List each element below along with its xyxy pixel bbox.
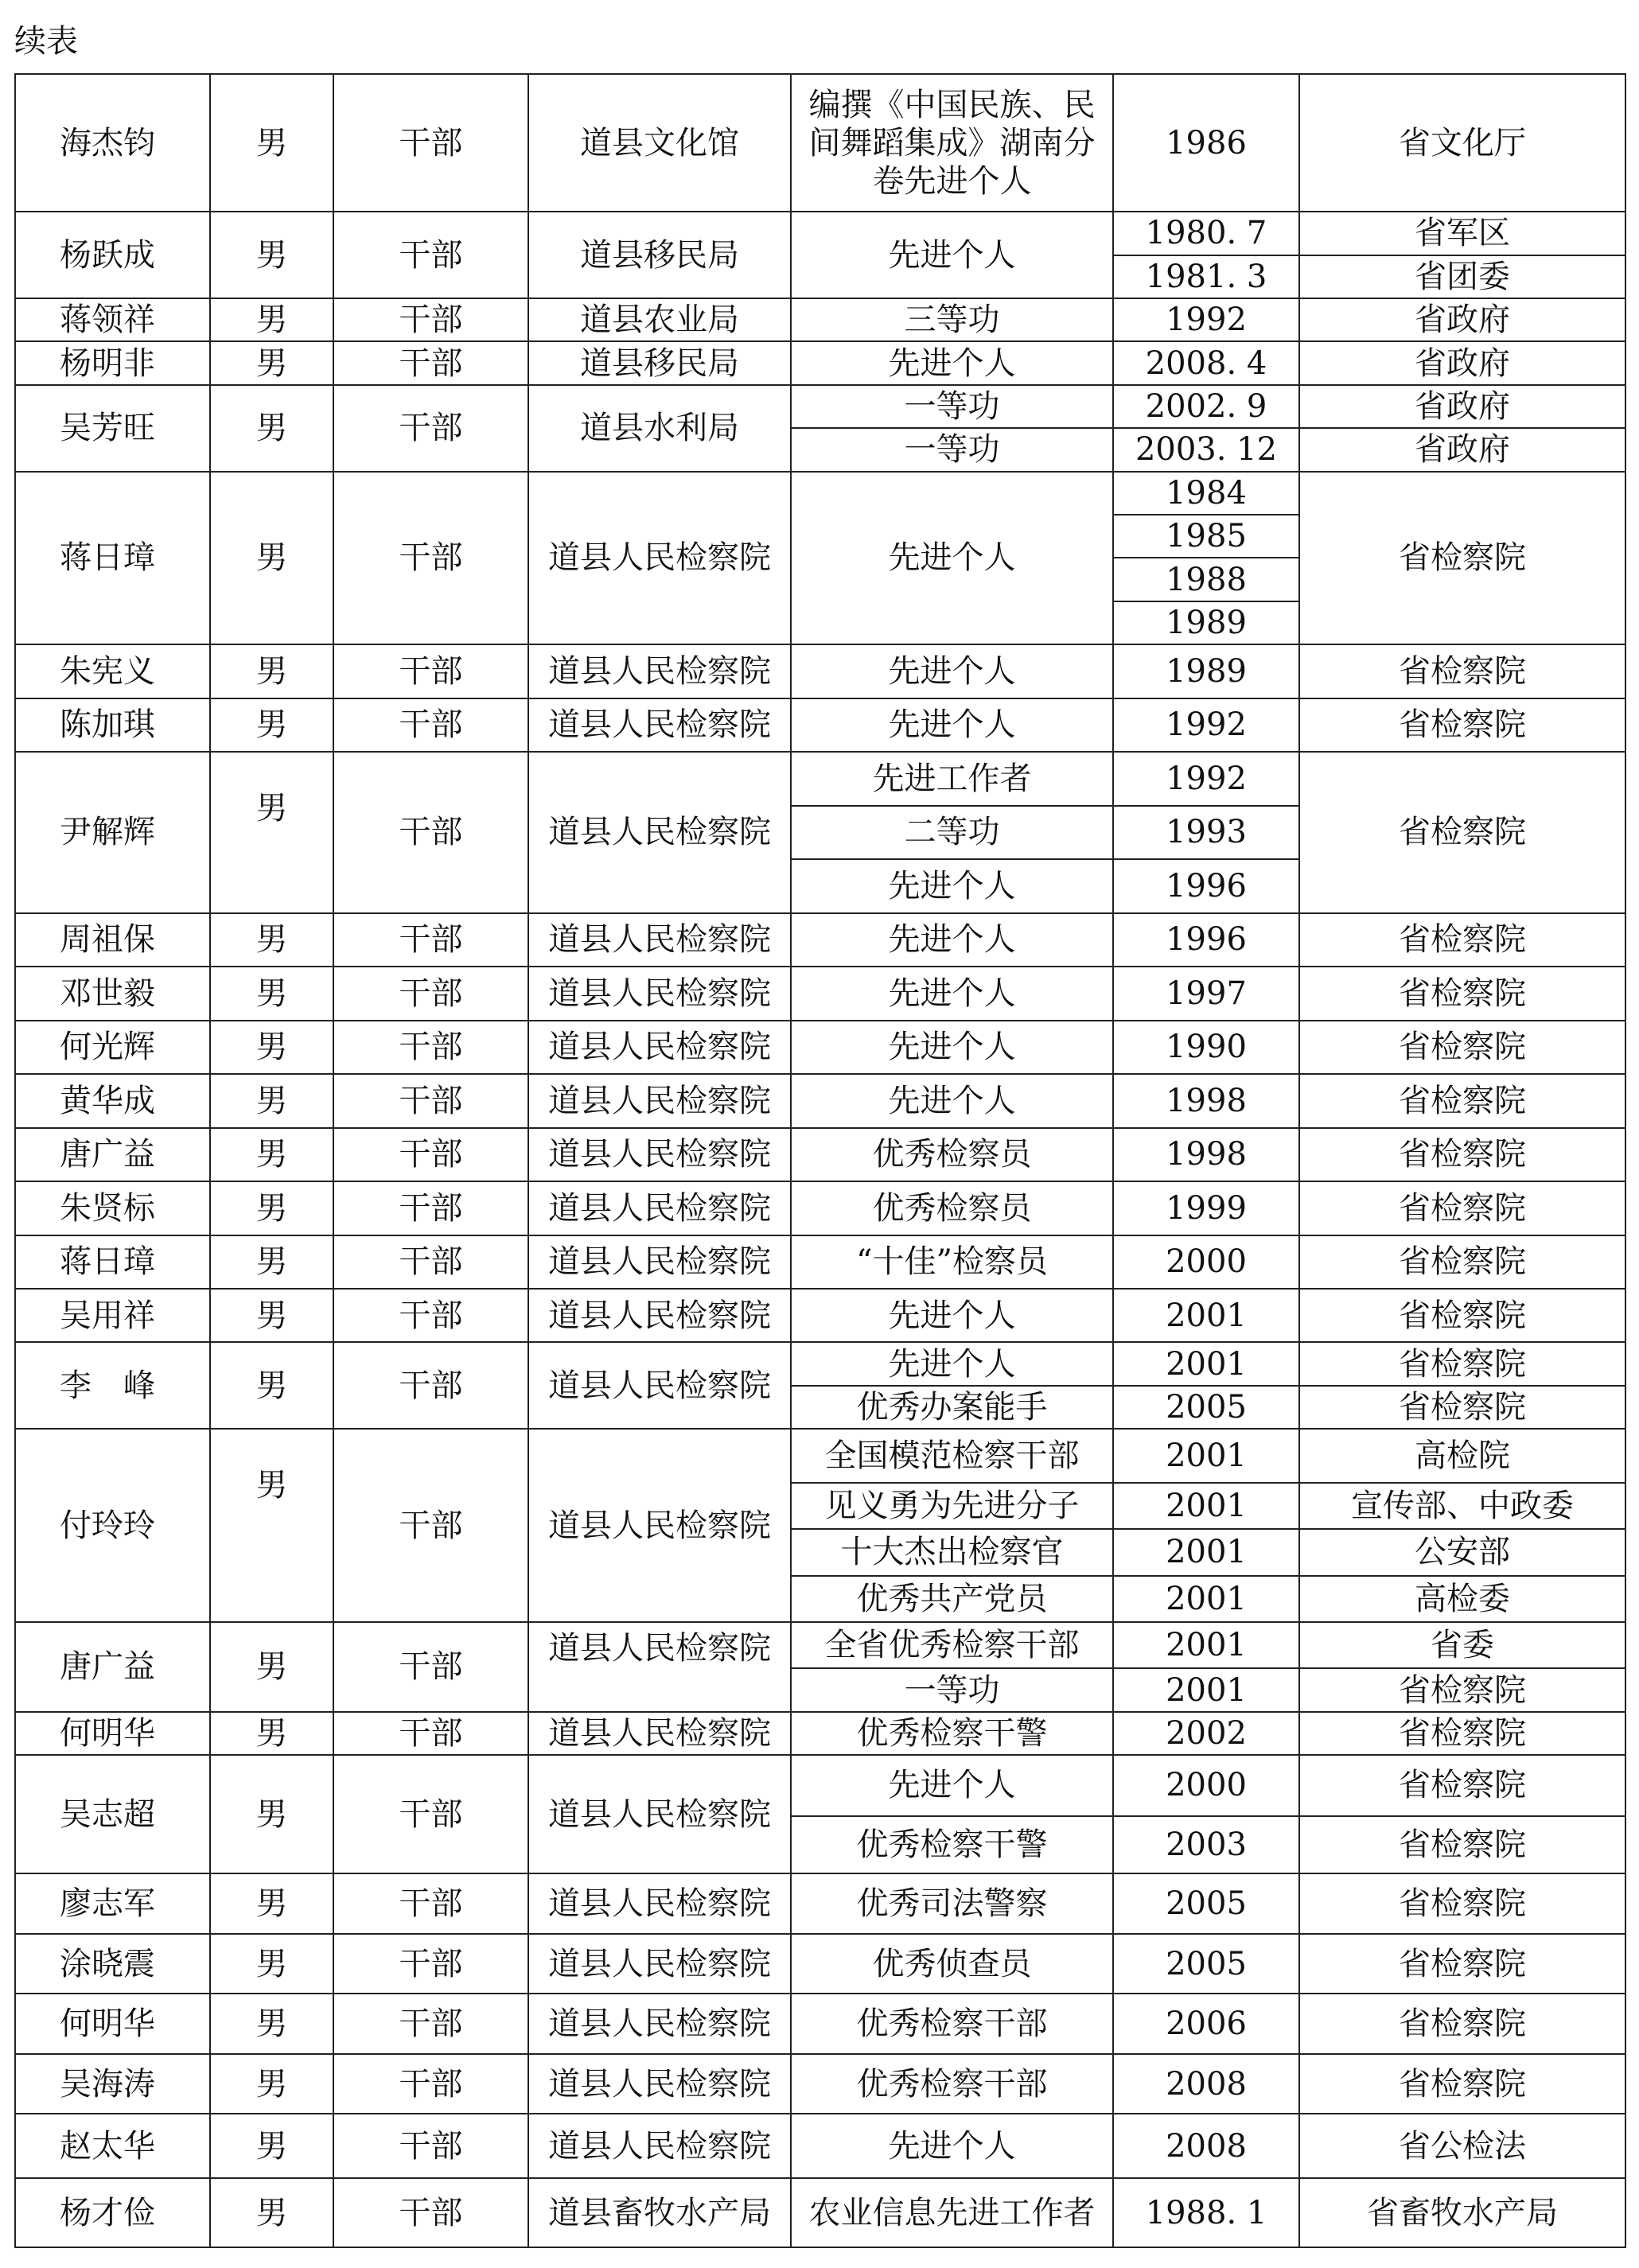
table-row bbox=[15, 644, 1625, 698]
honor-cell: 农业信息先进工作者 bbox=[791, 2178, 1113, 2247]
gender-cell: 男 bbox=[210, 1873, 333, 1934]
honor-cell: 一等功 bbox=[791, 1668, 1113, 1711]
table-row bbox=[15, 472, 1625, 515]
honor-cell: 先进个人 bbox=[791, 913, 1113, 967]
gender-cell: 男 bbox=[210, 1429, 333, 1622]
gender-cell: 男 bbox=[210, 1181, 333, 1235]
name-cell: 杨才俭 bbox=[15, 2178, 210, 2247]
role-cell: 干部 bbox=[333, 1128, 528, 1181]
role-cell: 干部 bbox=[333, 1181, 528, 1235]
table-row bbox=[15, 298, 1625, 341]
honor-cell: 三等功 bbox=[791, 298, 1113, 341]
table-row bbox=[15, 913, 1625, 967]
year-cell: 2008 bbox=[1113, 2054, 1299, 2114]
issuer-cell: 省文化厅 bbox=[1299, 74, 1625, 212]
name-cell: 蒋日璋 bbox=[15, 1235, 210, 1289]
honor-cell: 优秀检察员 bbox=[791, 1181, 1113, 1235]
name-cell: 蒋日璋 bbox=[15, 472, 210, 645]
table-row bbox=[15, 2178, 1625, 2247]
year-cell: 1981. 3 bbox=[1113, 255, 1299, 298]
issuer-cell: 省检察院 bbox=[1299, 472, 1625, 645]
role-cell: 干部 bbox=[333, 2054, 528, 2114]
role-cell: 干部 bbox=[333, 1074, 528, 1127]
honor-cell: 先进个人 bbox=[791, 1021, 1113, 1074]
unit-cell: 道县人民检察院 bbox=[528, 913, 791, 967]
name-cell: 黄华成 bbox=[15, 1074, 210, 1127]
role-cell: 干部 bbox=[333, 1622, 528, 1712]
year-cell: 2001 bbox=[1113, 1483, 1299, 1529]
honor-cell: 二等功 bbox=[791, 806, 1113, 859]
year-cell: 2003. 12 bbox=[1113, 428, 1299, 471]
name-cell: 朱贤标 bbox=[15, 1181, 210, 1235]
year-cell: 1985 bbox=[1113, 515, 1299, 558]
issuer-cell: 省检察院 bbox=[1299, 1755, 1625, 1816]
gender-cell: 男 bbox=[210, 967, 333, 1020]
table-row bbox=[15, 1755, 1625, 1816]
honor-cell: 先进个人 bbox=[791, 1755, 1113, 1816]
year-cell: 2001 bbox=[1113, 1668, 1299, 1711]
issuer-cell: 省检察院 bbox=[1299, 1342, 1625, 1385]
honor-cell: 优秀办案能手 bbox=[791, 1386, 1113, 1429]
issuer-cell: 公安部 bbox=[1299, 1529, 1625, 1575]
year-cell: 1992 bbox=[1113, 752, 1299, 805]
table-row bbox=[15, 341, 1625, 384]
name-cell: 何明华 bbox=[15, 1994, 210, 2054]
honor-cell: 先进个人 bbox=[791, 472, 1113, 645]
name-cell: 吴用祥 bbox=[15, 1289, 210, 1342]
issuer-cell: 省检察院 bbox=[1299, 1074, 1625, 1127]
table-row bbox=[15, 1994, 1625, 2054]
honor-cell: 先进工作者 bbox=[791, 752, 1113, 805]
honor-cell: 先进个人 bbox=[791, 1074, 1113, 1127]
gender-cell: 男 bbox=[210, 1235, 333, 1289]
year-cell: 2001 bbox=[1113, 1429, 1299, 1482]
role-cell: 干部 bbox=[333, 298, 528, 341]
role-cell: 干部 bbox=[333, 2178, 528, 2247]
honor-cell: 先进个人 bbox=[791, 644, 1113, 698]
gender-cell: 男 bbox=[210, 472, 333, 645]
year-cell: 1996 bbox=[1113, 859, 1299, 912]
issuer-cell: 省检察院 bbox=[1299, 1386, 1625, 1429]
table-row bbox=[15, 1235, 1625, 1289]
role-cell: 干部 bbox=[333, 212, 528, 298]
gender-cell: 男 bbox=[210, 385, 333, 472]
role-cell: 干部 bbox=[333, 698, 528, 752]
honor-cell: 优秀检察干警 bbox=[791, 1712, 1113, 1755]
unit-cell: 道县人民检察院 bbox=[528, 2114, 791, 2178]
unit-cell: 道县人民检察院 bbox=[528, 1994, 791, 2054]
table-row bbox=[15, 1021, 1625, 1074]
unit-cell: 道县人民检察院 bbox=[528, 967, 791, 1020]
role-cell: 干部 bbox=[333, 1021, 528, 1074]
year-cell: 2008. 4 bbox=[1113, 341, 1299, 384]
table-row bbox=[15, 752, 1625, 805]
table-row bbox=[15, 1873, 1625, 1934]
issuer-cell: 省检察院 bbox=[1299, 644, 1625, 698]
role-cell: 干部 bbox=[333, 1873, 528, 1934]
gender-cell: 男 bbox=[210, 1021, 333, 1074]
name-cell: 何明华 bbox=[15, 1712, 210, 1755]
unit-cell: 道县畜牧水产局 bbox=[528, 2178, 791, 2247]
issuer-cell: 省公检法 bbox=[1299, 2114, 1625, 2178]
name-cell: 涂晓震 bbox=[15, 1934, 210, 1994]
name-cell: 吴志超 bbox=[15, 1755, 210, 1873]
name-cell: 杨跃成 bbox=[15, 212, 210, 298]
awards-table bbox=[14, 73, 1626, 2248]
table-row bbox=[15, 212, 1625, 255]
unit-cell: 道县人民检察院 bbox=[528, 2054, 791, 2114]
year-cell: 1993 bbox=[1113, 806, 1299, 859]
year-cell: 2005 bbox=[1113, 1873, 1299, 1934]
gender-cell: 男 bbox=[210, 2114, 333, 2178]
unit-cell: 道县人民检察院 bbox=[528, 644, 791, 698]
name-cell: 李 峰 bbox=[15, 1342, 210, 1429]
year-cell: 1988 bbox=[1113, 558, 1299, 601]
role-cell: 干部 bbox=[333, 2114, 528, 2178]
gender-cell: 男 bbox=[210, 298, 333, 341]
unit-cell: 道县人民检察院 bbox=[528, 1622, 791, 1712]
unit-cell: 道县农业局 bbox=[528, 298, 791, 341]
honor-cell: 一等功 bbox=[791, 428, 1113, 471]
year-cell: 1999 bbox=[1113, 1181, 1299, 1235]
year-cell: 1992 bbox=[1113, 298, 1299, 341]
year-cell: 1998 bbox=[1113, 1074, 1299, 1127]
gender-cell: 男 bbox=[210, 644, 333, 698]
role-cell: 干部 bbox=[333, 967, 528, 1020]
name-cell: 吴海涛 bbox=[15, 2054, 210, 2114]
honor-cell: 编撰《中国民族、民间舞蹈集成》湖南分卷先进个人 bbox=[791, 74, 1113, 212]
issuer-cell: 省检察院 bbox=[1299, 1668, 1625, 1711]
table-row bbox=[15, 1934, 1625, 1994]
honor-cell: 先进个人 bbox=[791, 1289, 1113, 1342]
role-cell: 干部 bbox=[333, 1712, 528, 1755]
unit-cell: 道县人民检察院 bbox=[528, 1934, 791, 1994]
gender-cell: 男 bbox=[210, 1934, 333, 1994]
gender-cell: 男 bbox=[210, 1755, 333, 1873]
table-row bbox=[15, 1289, 1625, 1342]
role-cell: 干部 bbox=[333, 752, 528, 912]
gender-cell: 男 bbox=[210, 2054, 333, 2114]
year-cell: 2001 bbox=[1113, 1622, 1299, 1668]
honor-cell: 先进个人 bbox=[791, 341, 1113, 384]
name-cell: 海杰钧 bbox=[15, 74, 210, 212]
issuer-cell: 省检察院 bbox=[1299, 1181, 1625, 1235]
year-cell: 2006 bbox=[1113, 1994, 1299, 2054]
name-cell: 陈加琪 bbox=[15, 698, 210, 752]
table-row bbox=[15, 1181, 1625, 1235]
year-cell: 1986 bbox=[1113, 74, 1299, 212]
honor-cell: 全国模范检察干部 bbox=[791, 1429, 1113, 1482]
unit-cell: 道县人民检察院 bbox=[528, 1128, 791, 1181]
role-cell: 干部 bbox=[333, 1934, 528, 1994]
gender-cell: 男 bbox=[210, 752, 333, 912]
year-cell: 2002. 9 bbox=[1113, 385, 1299, 428]
issuer-cell: 省政府 bbox=[1299, 385, 1625, 428]
honor-cell: 先进个人 bbox=[791, 212, 1113, 298]
year-cell: 1989 bbox=[1113, 644, 1299, 698]
issuer-cell: 省畜牧水产局 bbox=[1299, 2178, 1625, 2247]
role-cell: 干部 bbox=[333, 1994, 528, 2054]
issuer-cell: 省政府 bbox=[1299, 341, 1625, 384]
issuer-cell: 宣传部、中政委 bbox=[1299, 1483, 1625, 1529]
issuer-cell: 省检察院 bbox=[1299, 1816, 1625, 1874]
unit-cell: 道县人民检察院 bbox=[528, 1074, 791, 1127]
year-cell: 2001 bbox=[1113, 1289, 1299, 1342]
issuer-cell: 省检察院 bbox=[1299, 1235, 1625, 1289]
role-cell: 干部 bbox=[333, 1755, 528, 1873]
year-cell: 1992 bbox=[1113, 698, 1299, 752]
gender-cell: 男 bbox=[210, 1712, 333, 1755]
table-row bbox=[15, 1622, 1625, 1668]
table-row bbox=[15, 1074, 1625, 1127]
issuer-cell: 省检察院 bbox=[1299, 1021, 1625, 1074]
issuer-cell: 省检察院 bbox=[1299, 1289, 1625, 1342]
issuer-cell: 省检察院 bbox=[1299, 1873, 1625, 1934]
gender-cell: 男 bbox=[210, 913, 333, 967]
year-cell: 1988. 1 bbox=[1113, 2178, 1299, 2247]
issuer-cell: 省检察院 bbox=[1299, 752, 1625, 912]
issuer-cell: 高检委 bbox=[1299, 1576, 1625, 1622]
honor-cell: 优秀检察干部 bbox=[791, 1994, 1113, 2054]
role-cell: 干部 bbox=[333, 385, 528, 472]
table-row bbox=[15, 1342, 1625, 1385]
table-row bbox=[15, 1712, 1625, 1755]
gender-cell: 男 bbox=[210, 2178, 333, 2247]
role-cell: 干部 bbox=[333, 913, 528, 967]
role-cell: 干部 bbox=[333, 1235, 528, 1289]
role-cell: 干部 bbox=[333, 74, 528, 212]
honor-cell: 十大杰出检察官 bbox=[791, 1529, 1113, 1575]
role-cell: 干部 bbox=[333, 341, 528, 384]
unit-cell: 道县人民检察院 bbox=[528, 1755, 791, 1873]
awards-table-container bbox=[14, 73, 1625, 2248]
gender-cell: 男 bbox=[210, 1622, 333, 1712]
honor-cell: 先进个人 bbox=[791, 1342, 1113, 1385]
unit-cell: 道县人民检察院 bbox=[528, 1289, 791, 1342]
unit-cell: 道县人民检察院 bbox=[528, 752, 791, 912]
gender-cell: 男 bbox=[210, 1128, 333, 1181]
unit-cell: 道县人民检察院 bbox=[528, 472, 791, 645]
honor-cell: “十佳”检察员 bbox=[791, 1235, 1113, 1289]
issuer-cell: 省委 bbox=[1299, 1622, 1625, 1668]
unit-cell: 道县人民检察院 bbox=[528, 1429, 791, 1622]
issuer-cell: 高检院 bbox=[1299, 1429, 1625, 1482]
name-cell: 邓世毅 bbox=[15, 967, 210, 1020]
name-cell: 赵太华 bbox=[15, 2114, 210, 2178]
issuer-cell: 省检察院 bbox=[1299, 1712, 1625, 1755]
honor-cell: 优秀共产党员 bbox=[791, 1576, 1113, 1622]
year-cell: 2000 bbox=[1113, 1235, 1299, 1289]
name-cell: 朱宪义 bbox=[15, 644, 210, 698]
unit-cell: 道县人民检察院 bbox=[528, 1181, 791, 1235]
gender-cell: 男 bbox=[210, 1074, 333, 1127]
honor-cell: 先进个人 bbox=[791, 698, 1113, 752]
table-row bbox=[15, 74, 1625, 212]
year-cell: 2005 bbox=[1113, 1934, 1299, 1994]
name-cell: 付玲玲 bbox=[15, 1429, 210, 1622]
year-cell: 1996 bbox=[1113, 913, 1299, 967]
issuer-cell: 省政府 bbox=[1299, 428, 1625, 471]
issuer-cell: 省检察院 bbox=[1299, 1994, 1625, 2054]
honor-cell: 先进个人 bbox=[791, 967, 1113, 1020]
honor-cell: 先进个人 bbox=[791, 859, 1113, 912]
year-cell: 1990 bbox=[1113, 1021, 1299, 1074]
unit-cell: 道县人民检察院 bbox=[528, 1342, 791, 1429]
role-cell: 干部 bbox=[333, 1342, 528, 1429]
honor-cell: 优秀侦查员 bbox=[791, 1934, 1113, 1994]
table-row bbox=[15, 2054, 1625, 2114]
unit-cell: 道县人民检察院 bbox=[528, 698, 791, 752]
name-cell: 廖志军 bbox=[15, 1873, 210, 1934]
table-row bbox=[15, 2114, 1625, 2178]
name-cell: 何光辉 bbox=[15, 1021, 210, 1074]
issuer-cell: 省检察院 bbox=[1299, 913, 1625, 967]
unit-cell: 道县水利局 bbox=[528, 385, 791, 472]
honor-cell: 优秀检察干警 bbox=[791, 1816, 1113, 1874]
role-cell: 干部 bbox=[333, 1289, 528, 1342]
gender-cell: 男 bbox=[210, 74, 333, 212]
year-cell: 2005 bbox=[1113, 1386, 1299, 1429]
honor-cell: 优秀检察干部 bbox=[791, 2054, 1113, 2114]
honor-cell: 一等功 bbox=[791, 385, 1113, 428]
table-row bbox=[15, 385, 1625, 428]
honor-cell: 优秀司法警察 bbox=[791, 1873, 1113, 1934]
honor-cell: 全省优秀检察干部 bbox=[791, 1622, 1113, 1668]
issuer-cell: 省检察院 bbox=[1299, 698, 1625, 752]
name-cell: 杨明非 bbox=[15, 341, 210, 384]
name-cell: 吴芳旺 bbox=[15, 385, 210, 472]
page-title: 续表 bbox=[14, 23, 78, 60]
issuer-cell: 省团委 bbox=[1299, 255, 1625, 298]
honor-cell: 先进个人 bbox=[791, 2114, 1113, 2178]
name-cell: 唐广益 bbox=[15, 1128, 210, 1181]
year-cell: 1989 bbox=[1113, 601, 1299, 644]
table-row bbox=[15, 1429, 1625, 1482]
role-cell: 干部 bbox=[333, 472, 528, 645]
unit-cell: 道县人民检察院 bbox=[528, 1873, 791, 1934]
year-cell: 2003 bbox=[1113, 1816, 1299, 1874]
unit-cell: 道县文化馆 bbox=[528, 74, 791, 212]
issuer-cell: 省检察院 bbox=[1299, 1128, 1625, 1181]
gender-cell: 男 bbox=[210, 341, 333, 384]
issuer-cell: 省检察院 bbox=[1299, 2054, 1625, 2114]
table-row bbox=[15, 1128, 1625, 1181]
year-cell: 2001 bbox=[1113, 1576, 1299, 1622]
year-cell: 2008 bbox=[1113, 2114, 1299, 2178]
issuer-cell: 省政府 bbox=[1299, 298, 1625, 341]
table-row bbox=[15, 698, 1625, 752]
year-cell: 1984 bbox=[1113, 472, 1299, 515]
unit-cell: 道县人民检察院 bbox=[528, 1712, 791, 1755]
gender-cell: 男 bbox=[210, 698, 333, 752]
unit-cell: 道县移民局 bbox=[528, 212, 791, 298]
gender-cell: 男 bbox=[210, 212, 333, 298]
name-cell: 唐广益 bbox=[15, 1622, 210, 1712]
unit-cell: 道县人民检察院 bbox=[528, 1021, 791, 1074]
role-cell: 干部 bbox=[333, 644, 528, 698]
year-cell: 2000 bbox=[1113, 1755, 1299, 1816]
year-cell: 2001 bbox=[1113, 1342, 1299, 1385]
name-cell: 尹解辉 bbox=[15, 752, 210, 912]
table-row bbox=[15, 967, 1625, 1020]
issuer-cell: 省军区 bbox=[1299, 212, 1625, 255]
year-cell: 2002 bbox=[1113, 1712, 1299, 1755]
gender-cell: 男 bbox=[210, 1289, 333, 1342]
year-cell: 2001 bbox=[1113, 1529, 1299, 1575]
honor-cell: 见义勇为先进分子 bbox=[791, 1483, 1113, 1529]
gender-cell: 男 bbox=[210, 1342, 333, 1429]
role-cell: 干部 bbox=[333, 1429, 528, 1622]
honor-cell: 优秀检察员 bbox=[791, 1128, 1113, 1181]
unit-cell: 道县人民检察院 bbox=[528, 1235, 791, 1289]
year-cell: 1998 bbox=[1113, 1128, 1299, 1181]
year-cell: 1980. 7 bbox=[1113, 212, 1299, 255]
gender-cell: 男 bbox=[210, 1994, 333, 2054]
issuer-cell: 省检察院 bbox=[1299, 967, 1625, 1020]
unit-cell: 道县移民局 bbox=[528, 341, 791, 384]
name-cell: 周祖保 bbox=[15, 913, 210, 967]
issuer-cell: 省检察院 bbox=[1299, 1934, 1625, 1994]
year-cell: 1997 bbox=[1113, 967, 1299, 1020]
name-cell: 蒋领祥 bbox=[15, 298, 210, 341]
